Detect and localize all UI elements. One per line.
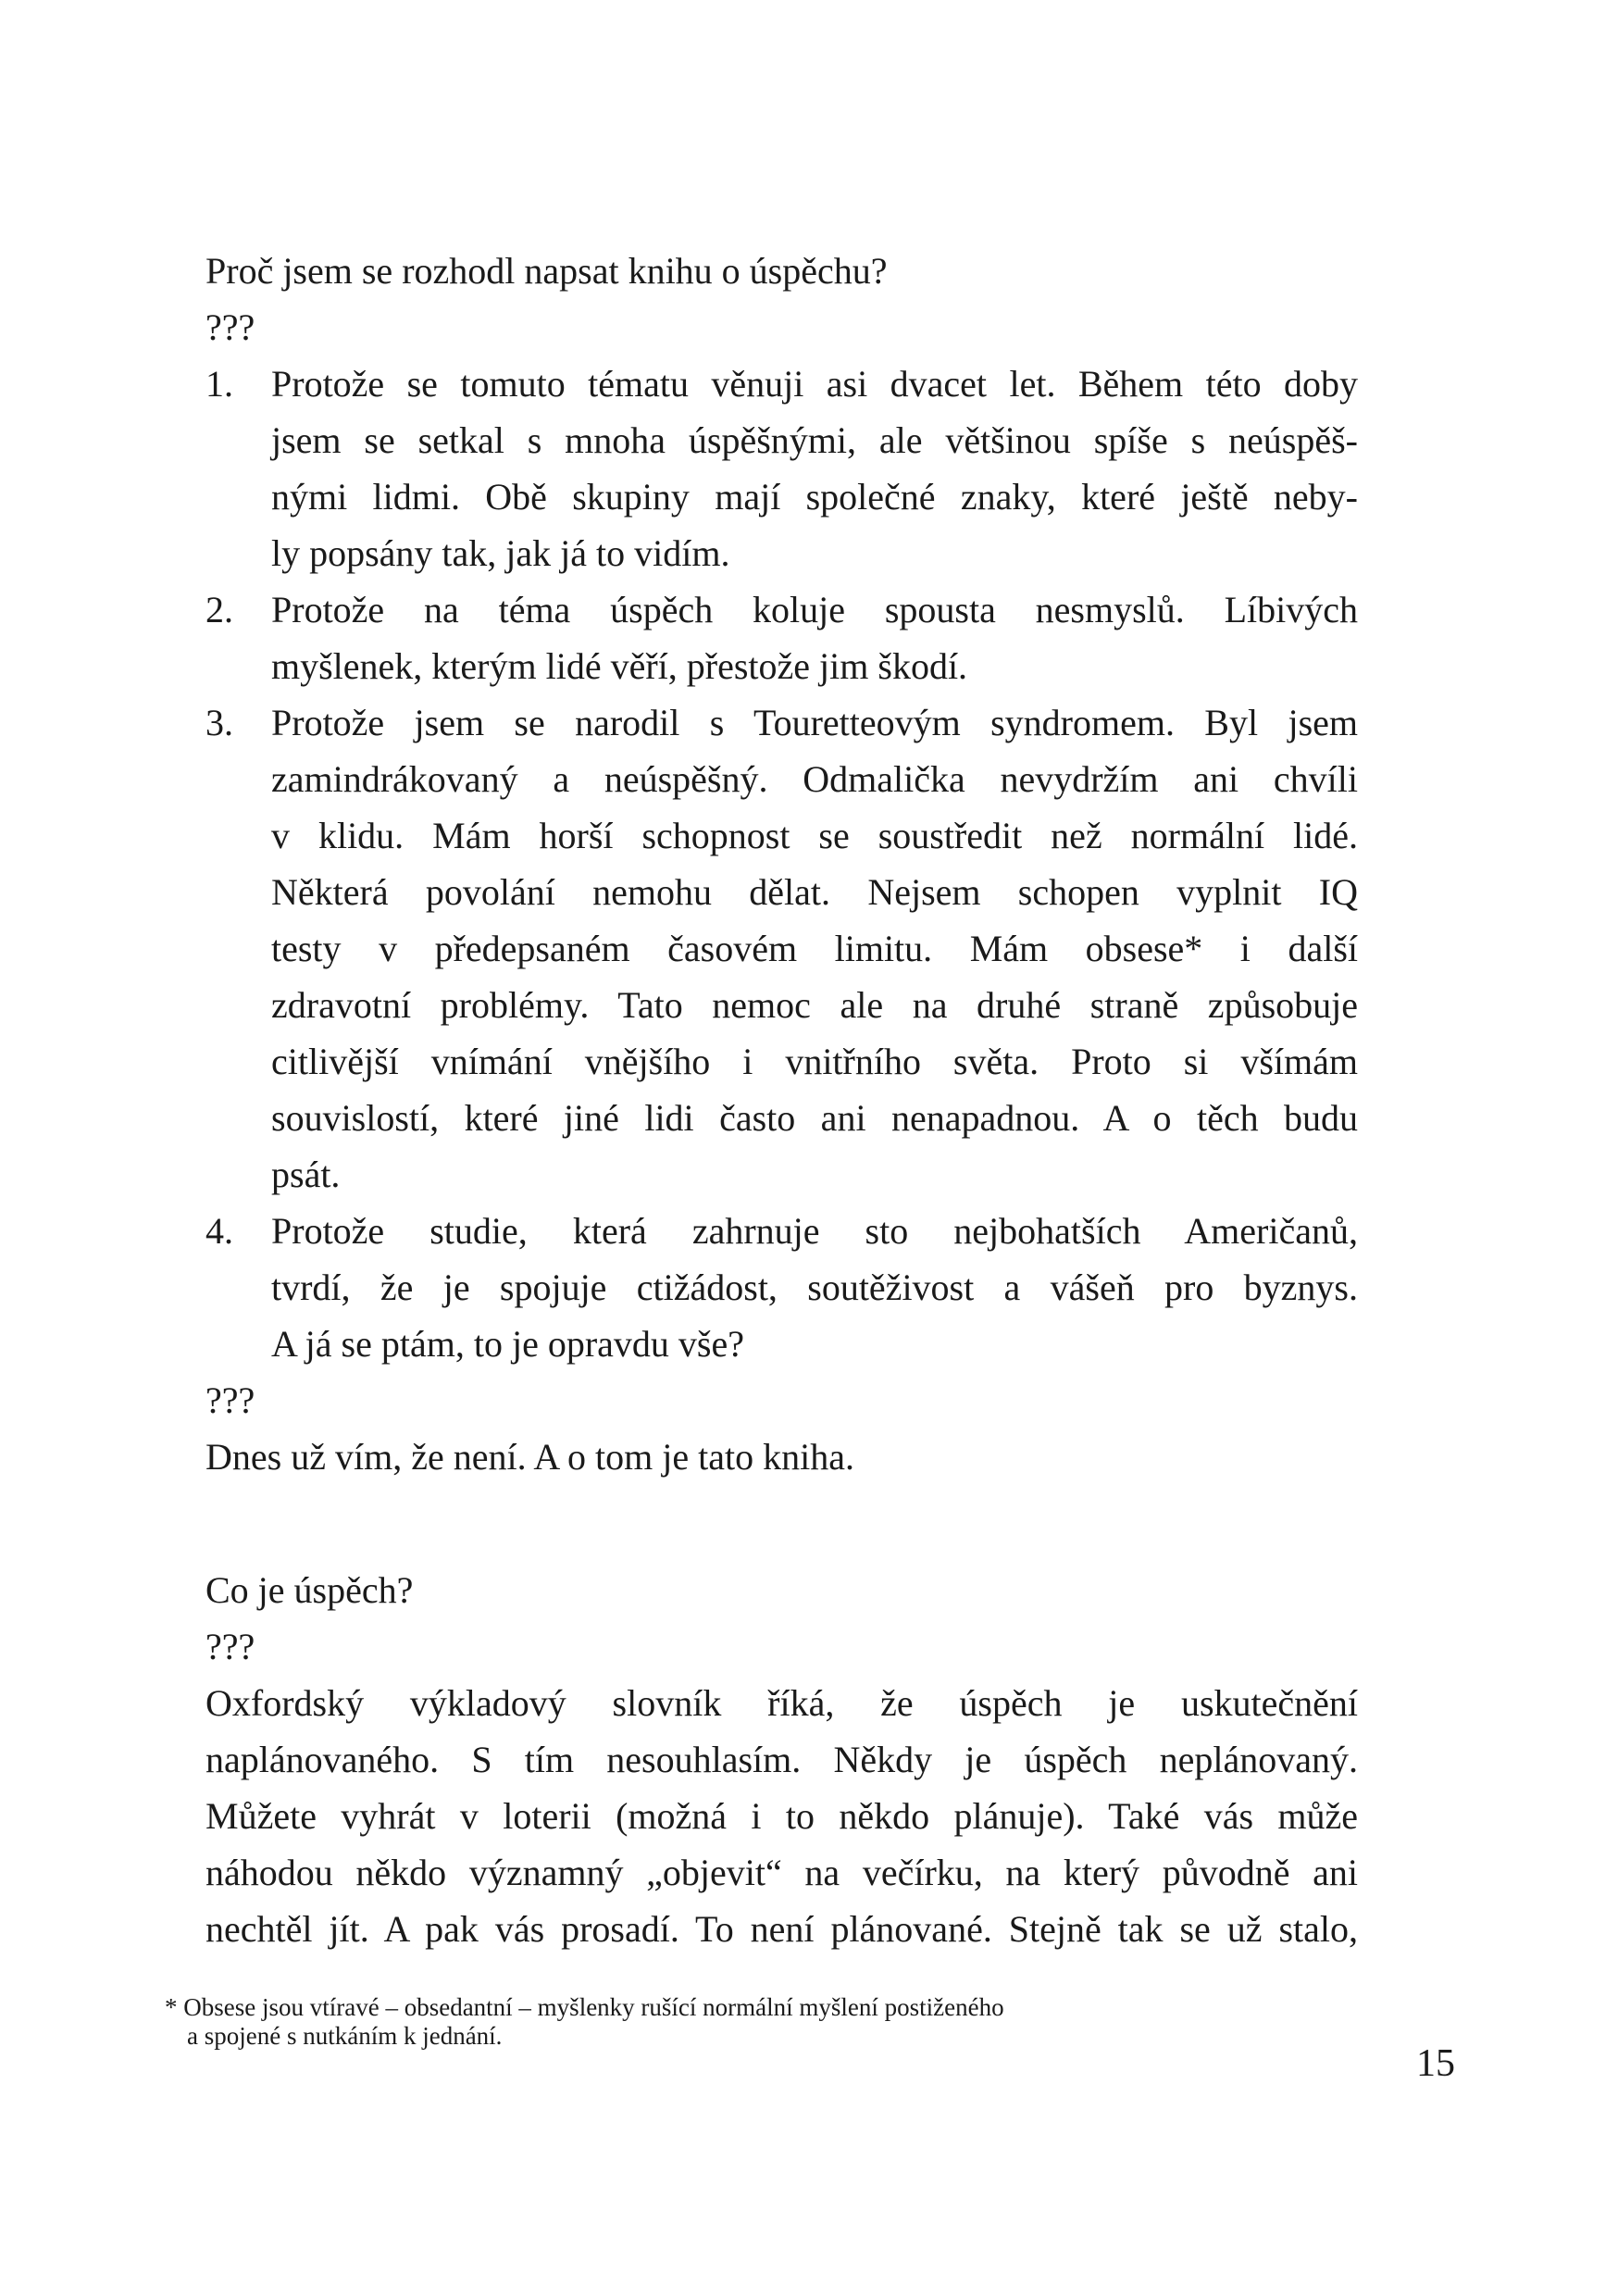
text-line: v klidu. Mám horší schopnost se soustředit než normální lidé. bbox=[271, 815, 1358, 856]
page-number: 15 bbox=[1416, 2042, 1455, 2085]
separator-marks: ??? bbox=[205, 1379, 255, 1421]
section-why-book bbox=[205, 243, 1358, 1485]
text-line: ly popsány tak, jak já to vidím. bbox=[271, 532, 730, 574]
text-line: Protože na téma úspěch koluje spousta nesmyslů. Líbivých bbox=[271, 589, 1358, 630]
text-line: Oxfordský výkladový slovník říká, že úspěch je uskutečnění bbox=[205, 1682, 1358, 1724]
text-line: tvrdí, že je spojuje ctižádost, soutěživost a vášeň pro byznys. bbox=[271, 1267, 1358, 1308]
list-item-text bbox=[271, 1203, 1358, 1372]
text-line: souvislostí, které jiné lidi často ani nenapadnou. A o těch budu bbox=[271, 1097, 1358, 1139]
text-line: Protože jsem se narodil s Tourettеovým syndromem. Byl jsem bbox=[271, 702, 1358, 743]
text-line: testy v předepsaném časovém limitu. Mám obsese* i další bbox=[271, 928, 1358, 969]
text-line: Protože se tomuto tématu věnuji asi dvacet let. Během této doby bbox=[271, 363, 1358, 405]
text-line: nými lidmi. Obě skupiny mají společné znaky, které ještě neby- bbox=[271, 476, 1358, 518]
section-question: Proč jsem se rozhodl napsat knihu o úspěchu? bbox=[205, 250, 888, 292]
text-line: Protože studie, která zahrnuje sto nejbohatších Američanů, bbox=[271, 1210, 1358, 1252]
footnote-line: a spojené s nutkáním k jednání. bbox=[187, 2022, 503, 2050]
list-item-number: 3. bbox=[205, 702, 233, 743]
list-item-number: 4. bbox=[205, 1210, 233, 1252]
text-line: Některá povolání nemohu dělat. Nejsem schopen vyplnit IQ bbox=[271, 871, 1358, 913]
separator-marks: ??? bbox=[205, 1626, 255, 1667]
reasons-list bbox=[205, 356, 1358, 1372]
list-item bbox=[205, 581, 1358, 694]
conclusion-text: Dnes už vím, že není. A o tom je tato kniha. bbox=[205, 1436, 854, 1478]
footnote-line: * Obsese jsou vtíravé – obsedantní – myšlenky rušící normální myšlení postiženého bbox=[165, 1993, 1004, 2021]
text-line: myšlenek, kterým lidé věří, přestože jim škodí. bbox=[271, 645, 968, 687]
list-item-text bbox=[271, 581, 1358, 694]
list-item bbox=[205, 1203, 1358, 1372]
text-line: citlivější vnímání vnějšího i vnitřního světa. Proto si všímám bbox=[271, 1041, 1358, 1082]
body-paragraph bbox=[205, 1675, 1358, 1957]
text-line: A já se ptám, to je opravdu vše? bbox=[271, 1323, 744, 1365]
text-line: náhodou někdo významný „objevit“ na večírku, na který původně ani bbox=[205, 1852, 1358, 1893]
text-line: psát. bbox=[271, 1154, 341, 1195]
text-line: zamindrákovaný a neúspěšný. Odmalička nevydržím ani chvíli bbox=[271, 758, 1358, 800]
list-item-number: 2. bbox=[205, 589, 233, 630]
text-line: nechtěl jít. A pak vás prosadí. To není plánované. Stejně tak se už stalo, bbox=[205, 1908, 1358, 1950]
text-line: jsem se setkal s mnoha úspěšnými, ale většinou spíše s neúspěš- bbox=[271, 419, 1358, 461]
list-item bbox=[205, 694, 1358, 1203]
text-line: naplánovaného. S tím nesouhlasím. Někdy je úspěch neplánovaný. bbox=[205, 1739, 1358, 1780]
separator-marks: ??? bbox=[205, 306, 255, 348]
text-line: zdravotní problémy. Tato nemoc ale na druhé straně způsobuje bbox=[271, 984, 1358, 1026]
section-what-is-success bbox=[205, 1562, 1358, 1957]
section-question: Co je úspěch? bbox=[205, 1569, 414, 1611]
footnote bbox=[165, 1993, 1257, 2051]
list-item bbox=[205, 356, 1358, 581]
list-item-text bbox=[271, 694, 1358, 1203]
list-item-number: 1. bbox=[205, 363, 233, 405]
text-line: Můžete vyhrát v loterii (možná i to někdo plánuje). Také vás může bbox=[205, 1795, 1358, 1837]
list-item-text bbox=[271, 356, 1358, 581]
